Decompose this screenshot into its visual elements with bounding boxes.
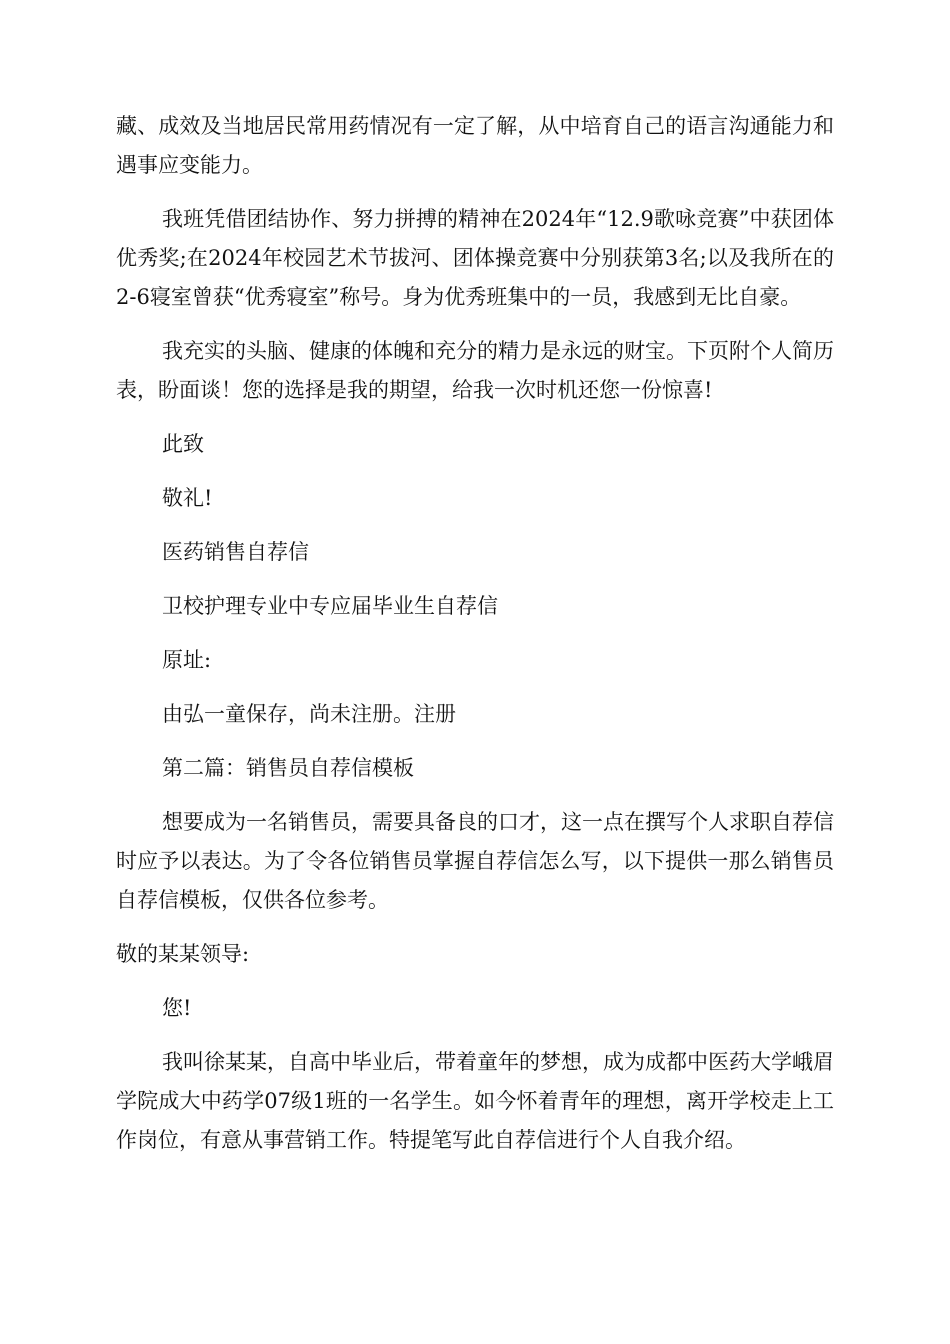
section-title-1: 医药销售自荐信 — [162, 540, 309, 564]
body-paragraph: 我叫徐某某，自高中毕业后，带着童年的梦想，成为成都中医药大学峨眉学院成大中药学07级1班的一名学生。如今怀着青年的理想，离开学校走上工作岗位，有意从事营销工作。特提笔写此自荐信进行个人自我介绍。 — [116, 1050, 834, 1152]
closing-regards: 敬礼! — [162, 486, 213, 510]
saved-note: 由弘一童保存，尚未注册。注册 — [162, 702, 456, 726]
source-label: 原址: — [162, 648, 212, 672]
paragraph-3: 我充实的头脑、健康的体魄和充分的精力是永远的财宝。下页附个人简历表，盼面谈！您的选择是我的期望，给我一次时机还您一份惊喜! — [116, 339, 834, 402]
greeting-hello: 您! — [162, 996, 192, 1020]
document-page — [116, 107, 834, 1175]
greeting: 敬的某某领导: — [116, 942, 250, 966]
intro-paragraph: 想要成为一名销售员，需要具备良的口才，这一点在撰写个人求职自荐信时应予以表达。为了令各位销售员掌握自荐信怎么写，以下提供一那么销售员自荐信模板，仅供各位参考。 — [116, 810, 834, 912]
paragraph-2: 我班凭借团结协作、努力拼搏的精神在2024年“12.9歌咏竞赛”中获团体优秀奖;在2024年校园艺术节拔河、团体操竞赛中分别获第3名;以及我所在的2-6寝室曾获“优秀寝室”称号。身为优秀班集中的一员，我感到无比自豪。 — [116, 207, 834, 309]
paragraph-1: 藏、成效及当地居民常用药情况有一定了解，从中培育自己的语言沟通能力和遇事应变能力。 — [116, 114, 834, 177]
section-subtitle: 卫校护理专业中专应届毕业生自荐信 — [162, 594, 498, 618]
closing-salutation: 此致 — [162, 432, 204, 456]
section-title-2: 第二篇：销售员自荐信模板 — [162, 756, 414, 780]
